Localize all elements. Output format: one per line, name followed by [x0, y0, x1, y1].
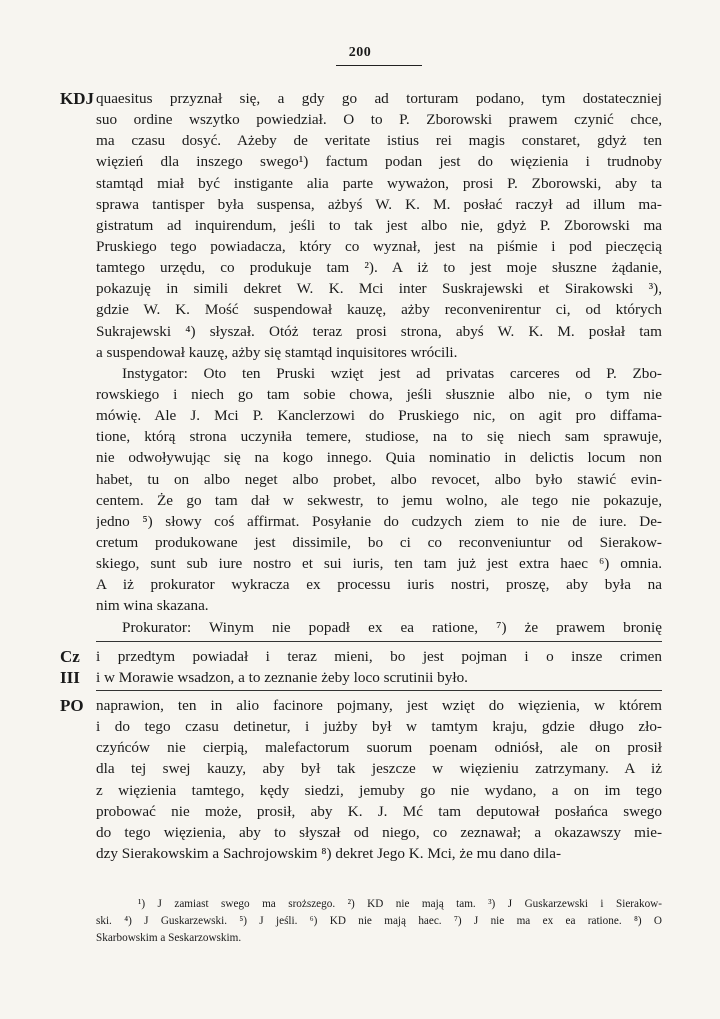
- text-line: i do tego czasu detinetur, i jużby był w tamtym kraju, gdzie długo zło-: [96, 718, 662, 736]
- section-marker: PO: [60, 696, 84, 715]
- text-line: A iż prokurator wykracza ex processu iuris nostri, proszę, aby była na: [96, 576, 662, 594]
- text-line: stamtąd miał być instigante alia parte wyważon, prosi P. Zborowski, aby ta: [96, 174, 662, 192]
- text-line: czyńców nie cierpią, malefactorum suorum poenam odniósł, ale on prosił: [96, 739, 662, 757]
- text-line: quaesitus przyznał się, a gdy go ad torturam podano, tym dostateczniej: [96, 90, 662, 107]
- text-line: a suspendował kauzę, ażby się stamtąd inquisitores wrócili.: [96, 343, 458, 361]
- text-line: mówię. Ale J. Mci P. Kanclerzowi do Pruskiego nic, on agit pro diffama-: [96, 407, 662, 425]
- text-line: skiego, sunt sub iure nostro et sui iuris, ten tam już jest extra haec ⁶) omnia.: [96, 555, 662, 573]
- text-line: nie odwoływując się na kogo innego. Quia nominatio in delictis locum non: [96, 449, 662, 467]
- page-number-rule: [336, 65, 422, 66]
- section-divider: [96, 641, 662, 642]
- text-line: i przedtym powiadał i teraz mieni, bo jest pojman i o insze crimen: [96, 648, 662, 665]
- section-marker: Cz: [60, 647, 80, 666]
- section-marker: KDJ: [60, 89, 94, 108]
- text-line: suo ordine wszytko powiedział. O to P. Zborowski prawem czynić chce,: [96, 111, 662, 129]
- text-line: jedno ⁵) słowy coś affirmat. Posyłanie do cudzych ziem to nie de iure. De-: [96, 512, 662, 530]
- text-line: tione, którą strona uczyniła temere, studiose, na to się niech sam sprawuje,: [96, 428, 662, 446]
- section-text: [96, 88, 662, 638]
- text-line: ma czasu dosyć. Ażeby de veritate istius rei magis constaret, gdyż ten: [96, 132, 662, 150]
- text-line: nim wina skazana.: [96, 597, 209, 615]
- text-line: dzy Sierakowskim a Sachrojowskim ⁸) dekret Jego K. Mci, że mu dano dila-: [96, 844, 562, 862]
- footnote-line: ski. ⁴) J Guskarzewski. ⁵) J jeśli. ⁶) KD nie mają haec. ⁷) J nie ma ex ea ratione. ⁸) O: [96, 915, 662, 927]
- text-line: tamtego urzędu, co produkuje tam ²). A iż to jest moje słuszne żądanie,: [96, 259, 662, 277]
- footnote-line: ¹) J zamiast swego ma sroższego. ²) KD nie mają tam. ³) J Guskarzewski i Sierakow-: [138, 898, 662, 910]
- text-line: Instygator: Oto ten Pruski wzięt jest ad privatas carceres od P. Zbo-: [122, 364, 662, 382]
- section-marker-secondary: III: [60, 668, 80, 687]
- text-line: cretum produkowane jest dissimile, bo ci co reconveniuntur od Sierakow-: [96, 533, 662, 551]
- page-number: 200: [348, 45, 372, 60]
- text-line: więzień dla inszego swego¹) factum podan jest do więzienia i trudnoby: [96, 153, 662, 171]
- text-line: i w Morawie wsadzon, a to zeznanie żeby loco scrutinii było.: [96, 669, 468, 687]
- section-divider: [96, 690, 662, 691]
- text-line: naprawion, ten in alio facinore pojmany, jest wzięt do więzienia, w którem: [96, 697, 662, 714]
- text-line: sprawa tantisper była suspensa, ażbyś W. K. M. posłać raczył ad illum ma-: [96, 195, 662, 213]
- text-line: Pruskiego tego powiadacza, który co wyznał, jest na piśmie i pod pieczęcią: [96, 237, 662, 255]
- footnote-line: Skarbowskim a Seskarzowskim.: [96, 932, 242, 944]
- text-line: gistratum ad inquirendum, jeśli to tak jest albo nie, gdyż P. Zborowski ma: [96, 216, 662, 234]
- text-line: probować nie może, prosił, aby K. J. Mć tam deputował posłańca swego: [96, 802, 662, 820]
- text-line: z więzienia tamtego, kędy siedzi, jemuby go nie wydano, a on im tego: [96, 781, 662, 799]
- text-line: do tego więzienia, aby to słyszał od niego, co zeznawał; a okazawszy mie-: [96, 823, 662, 841]
- section-text: [96, 646, 662, 688]
- text-line: centem. Że go tam dał w sekwestr, to jemu wolno, ale tego nie pokazuje,: [96, 491, 662, 509]
- text-line: rowskiego i niech go tam sobie chowa, jeśli słusznie albo nie, o tym nie: [96, 385, 662, 403]
- text-line: Prokurator: Winym nie popadł ex ea ratione, ⁷) że prawem bronię: [122, 618, 662, 636]
- footnotes: [96, 896, 662, 947]
- section-text: [96, 695, 662, 864]
- text-line: dla tej swej kauzy, aby był tak jeszcze w więzieniu zatrzymany. A iż: [96, 760, 662, 778]
- text-line: pokazuję in simili dekret W. K. Mci inter Suskrajewski et Sirakowski ³),: [96, 280, 662, 298]
- text-line: Sukrajewski ⁴) słyszał. Otóż teraz prosi strona, abyś W. K. M. posłał tam: [96, 322, 662, 340]
- text-line: gdzie W. K. Mość suspendował kauzę, ażby reconvenirentur ci, od których: [96, 301, 662, 319]
- text-line: habet, tu on albo neget albo probet, albo revocet, albo było stawić evin-: [96, 470, 662, 488]
